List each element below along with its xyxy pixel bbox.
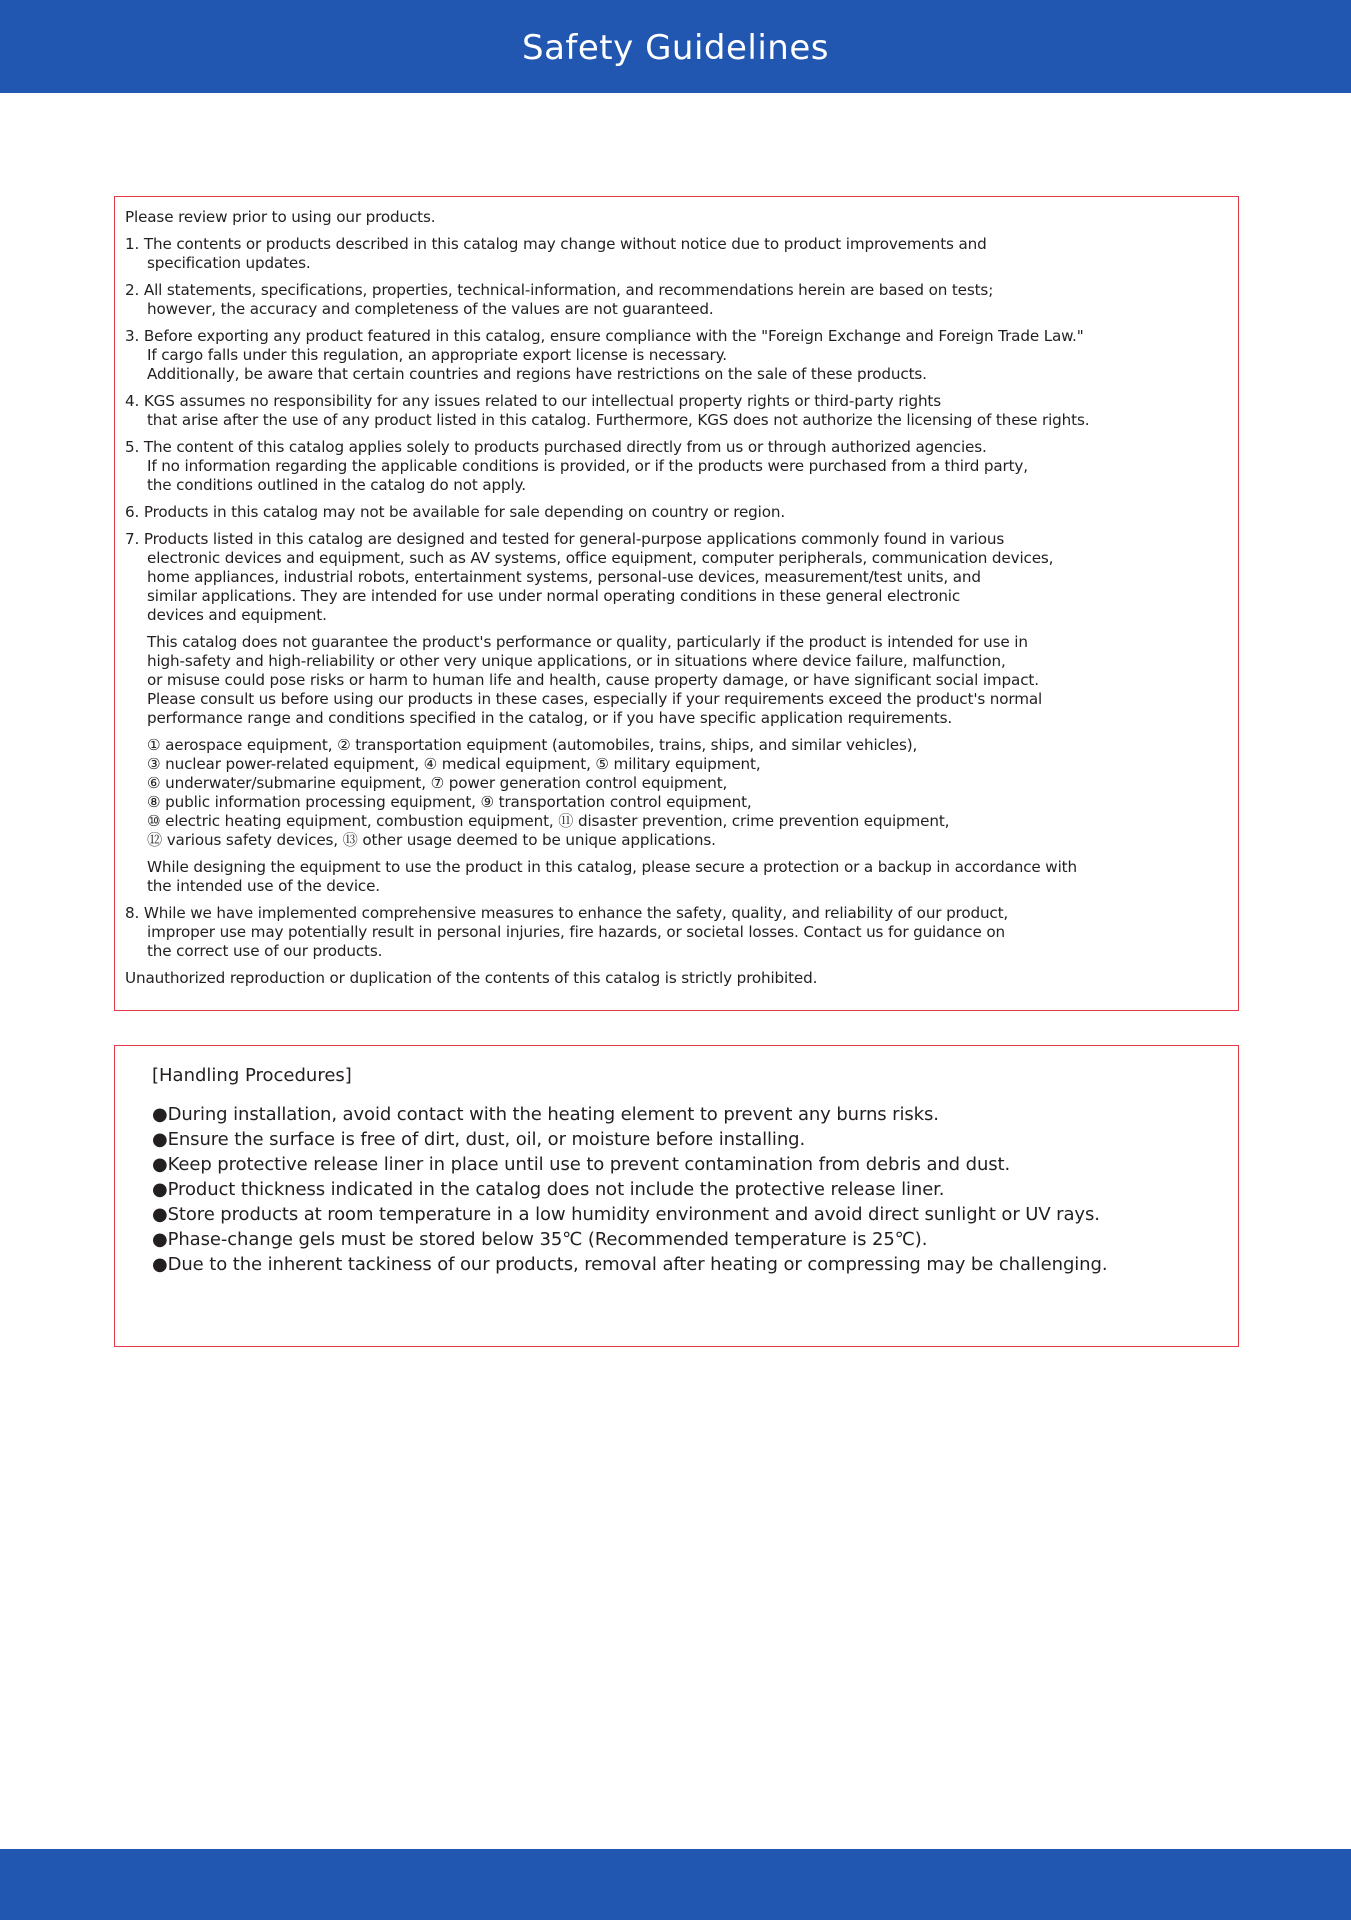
guideline-line: electronic devices and equipment, such as AV systems, office equipment, computer peripherals, communication devices, — [147, 549, 1054, 567]
list-item: ⑧ public information processing equipment, ⑨ transportation control equipment, — [147, 793, 752, 811]
guideline-line: that arise after the use of any product listed in this catalog. Furthermore, KGS does not authorize the licensing of these rights. — [147, 411, 1090, 429]
unique-applications-list — [125, 736, 1228, 850]
guideline-line: 4. KGS assumes no responsibility for any issues related to our intellectual property rights or third-party rights — [125, 392, 941, 410]
guideline-line: the conditions outlined in the catalog do not apply. — [147, 476, 526, 494]
guideline-line: If cargo falls under this regulation, an appropriate export license is necessary. — [147, 346, 727, 364]
guideline-line: specification updates. — [147, 254, 311, 272]
guideline-line: devices and equipment. — [147, 606, 327, 624]
handling-item: ●Ensure the surface is free of dirt, dust, oil, or moisture before installing. — [152, 1129, 806, 1150]
guideline-line: or misuse could pose risks or harm to human life and health, cause property damage, or have significant social impact. — [147, 671, 1039, 689]
guideline-line: 6. Products in this catalog may not be available for sale depending on country or region. — [125, 503, 786, 521]
guideline-item-7-paragraph — [125, 633, 1228, 728]
guidelines-intro: Please review prior to using our products. — [125, 208, 436, 226]
guideline-line: home appliances, industrial robots, entertainment systems, personal-use devices, measurement/test units, and — [147, 568, 981, 586]
handling-item: ●Store products at room temperature in a low humidity environment and avoid direct sunlight or UV rays. — [152, 1204, 1100, 1225]
handling-title: [Handling Procedures] — [152, 1065, 352, 1086]
guideline-line: 7. Products listed in this catalog are designed and tested for general-purpose applications commonly found in various — [125, 530, 1005, 548]
guideline-line: performance range and conditions specified in the catalog, or if you have specific application requirements. — [147, 709, 953, 727]
guideline-line: If no information regarding the applicable conditions is provided, or if the products were purchased from a third party, — [147, 457, 1028, 475]
page-title: Safety Guidelines — [522, 27, 829, 68]
list-item: ⑩ electric heating equipment, combustion equipment, ⑪ disaster prevention, crime prevention equipment, — [147, 812, 950, 830]
list-item: ⑥ underwater/submarine equipment, ⑦ power generation control equipment, — [147, 774, 728, 792]
handling-item: ●Keep protective release liner in place until use to prevent contamination from debris and dust. — [152, 1154, 1011, 1175]
guideline-line: While designing the equipment to use the product in this catalog, please secure a protection or a backup in accordance with — [147, 858, 1077, 876]
list-item: ① aerospace equipment, ② transportation equipment (automobiles, trains, ships, and similar vehicles), — [147, 736, 918, 754]
guideline-item-7-note — [125, 858, 1228, 896]
guideline-item-6 — [125, 503, 1228, 522]
guideline-line: This catalog does not guarantee the product's performance or quality, particularly if the product is intended for use in — [147, 633, 1028, 651]
header-band — [0, 0, 1351, 93]
guideline-item-2 — [125, 281, 1228, 319]
handling-item: ●Phase-change gels must be stored below 35℃ (Recommended temperature is 25℃). — [152, 1229, 928, 1250]
guideline-line: 2. All statements, specifications, properties, technical-information, and recommendations herein are based on tests; — [125, 281, 994, 299]
guideline-item-1 — [125, 235, 1228, 273]
guideline-line: the intended use of the device. — [147, 877, 380, 895]
guideline-line: 5. The content of this catalog applies solely to products purchased directly from us or through authorized agencies. — [125, 438, 987, 456]
list-item: ⑫ various safety devices, ⑬ other usage deemed to be unique applications. — [147, 831, 716, 849]
handling-item: ●During installation, avoid contact with the heating element to prevent any burns risks. — [152, 1104, 939, 1125]
copyright-notice: Unauthorized reproduction or duplication of the contents of this catalog is strictly prohibited. — [125, 969, 818, 987]
guideline-item-5 — [125, 438, 1228, 495]
guideline-line: however, the accuracy and completeness of the values are not guaranteed. — [147, 300, 714, 318]
handling-item: ●Due to the inherent tackiness of our products, removal after heating or compressing may be challenging. — [152, 1254, 1108, 1275]
guideline-item-4 — [125, 392, 1228, 430]
handling-item: ●Product thickness indicated in the catalog does not include the protective release liner. — [152, 1179, 945, 1200]
handling-procedures-box — [114, 1045, 1239, 1347]
guideline-item-8 — [125, 904, 1228, 961]
guideline-line: similar applications. They are intended for use under normal operating conditions in these general electronic — [147, 587, 961, 605]
footer-band — [0, 1849, 1351, 1920]
guideline-line: 8. While we have implemented comprehensive measures to enhance the safety, quality, and reliability of our product, — [125, 904, 1009, 922]
guideline-line: high-safety and high-reliability or other very unique applications, or in situations where device failure, malfunction, — [147, 652, 1006, 670]
guideline-line: Additionally, be aware that certain countries and regions have restrictions on the sale of these products. — [147, 365, 927, 383]
guideline-line: 3. Before exporting any product featured in this catalog, ensure compliance with the "Foreign Exchange and Foreign Trade Law." — [125, 327, 1084, 345]
guideline-line: 1. The contents or products described in this catalog may change without notice due to product improvements and — [125, 235, 987, 253]
guideline-item-3 — [125, 327, 1228, 384]
list-item: ③ nuclear power-related equipment, ④ medical equipment, ⑤ military equipment, — [147, 755, 761, 773]
guideline-item-7 — [125, 530, 1228, 625]
guideline-line: the correct use of our products. — [147, 942, 383, 960]
guidelines-box — [114, 196, 1239, 1011]
guideline-line: improper use may potentially result in personal injuries, fire hazards, or societal losses. Contact us for guidance on — [147, 923, 1005, 941]
guideline-line: Please consult us before using our products in these cases, especially if your requirements exceed the product's normal — [147, 690, 1043, 708]
